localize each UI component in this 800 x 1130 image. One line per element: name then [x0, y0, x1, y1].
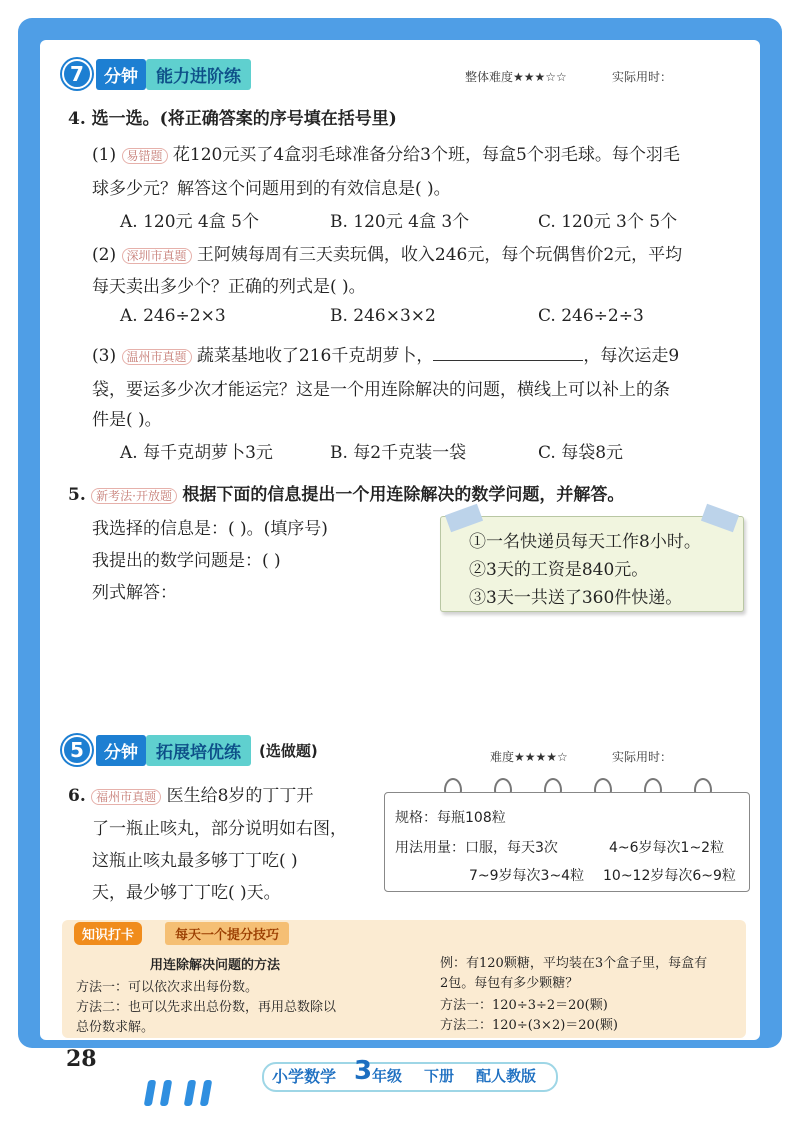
- tip-heading: 用连除解决问题的方法: [150, 958, 281, 973]
- time-used-label: 实际用时：: [612, 70, 673, 84]
- book-grade-number: 3: [354, 1056, 373, 1086]
- q5-solve-prompt: 列式解答：: [92, 583, 177, 603]
- question-tag: 深圳市真题: [122, 248, 192, 264]
- medicine-instructions-card: [384, 792, 750, 892]
- difficulty-rating: 整体难度★★★☆☆: [465, 70, 567, 84]
- question-4-title: 4. 选一选。(将正确答案的序号填在括号里): [68, 109, 397, 129]
- question-4-3: [92, 341, 679, 366]
- item-number: (2): [92, 245, 117, 265]
- option-b: B. 120元 4盒 3个: [330, 212, 470, 232]
- question-tag: 温州市真题: [122, 349, 192, 365]
- question-tag: 福州市真题: [91, 789, 161, 805]
- section-header-extension: [62, 734, 318, 766]
- question-6-line3: 这瓶止咳丸最多够丁丁吃( ): [92, 851, 298, 871]
- tip-badge: 知识打卡: [74, 922, 142, 945]
- info-note-card: [440, 516, 744, 612]
- question-4-1-line2: 球多少元？解答这个问题用到的有效信息是( )。: [92, 179, 451, 199]
- question-text-b: ，每次运走9: [583, 346, 680, 366]
- section-header-basic: [62, 58, 251, 90]
- page-number: 28: [66, 1046, 97, 1072]
- spec-usage: 用法用量：口服，每天3次: [395, 840, 558, 856]
- question-text: 根据下面的信息提出一个用连除解决的数学问题，并解答。: [182, 485, 625, 505]
- spec-dose-7-9: 7~9岁每次3~4粒: [469, 868, 585, 884]
- q5-question-prompt: 我提出的数学问题是：( ): [92, 551, 281, 571]
- question-4-1: [92, 140, 680, 165]
- question-4-2: [92, 240, 682, 265]
- difficulty-rating: 难度★★★★☆: [490, 750, 568, 764]
- section-minutes-number: 5: [62, 735, 92, 765]
- tip-method-2-cont: 总份数求解。: [76, 1020, 155, 1035]
- section-minutes-number: 7: [62, 59, 92, 89]
- tip-method-2: 方法二：也可以先求出总份数，再用总数除以: [76, 1000, 337, 1015]
- option-b: B. 每2千克装一袋: [330, 443, 467, 463]
- q5-select-info: 我选择的信息是：( )。(填序号): [92, 519, 328, 539]
- option-c: C. 120元 3个 5个: [538, 212, 678, 232]
- book-edition: 配人教版: [476, 1067, 537, 1085]
- section-title: 拓展培优练: [146, 735, 251, 766]
- option-c: C. 246÷2÷3: [538, 306, 644, 326]
- tip-method-1: 方法一：可以依次求出每份数。: [76, 980, 259, 995]
- tip-example-4: 方法二：120÷(3×2)＝20(颗): [440, 1018, 618, 1033]
- spec-size: 规格：每瓶108粒: [395, 810, 506, 826]
- info-item-1: ①一名快递员每天工作8小时。: [469, 532, 701, 552]
- option-a: A. 246÷2×3: [120, 306, 226, 326]
- question-text: 医生给8岁的丁丁开: [166, 786, 314, 806]
- decor-stripe: [160, 1080, 173, 1106]
- question-6-line2: 了一瓶止咳丸，部分说明如右图，: [92, 819, 347, 839]
- decor-stripe: [184, 1080, 197, 1106]
- book-volume: 下册: [424, 1067, 455, 1085]
- spec-dose-4-6: 4~6岁每次1~2粒: [609, 840, 725, 856]
- decor-stripe: [200, 1080, 213, 1106]
- optional-label: (选做题): [259, 741, 318, 760]
- question-tag: 新考法·开放题: [91, 488, 177, 504]
- answer-blank-line[interactable]: [433, 346, 583, 361]
- item-number: (3): [92, 346, 117, 366]
- info-item-2: ②3天的工资是840元。: [469, 560, 649, 580]
- tip-title: 每天一个提分技巧: [165, 922, 289, 945]
- tip-example-3: 方法一：120÷3÷2＝20(颗): [440, 998, 608, 1013]
- section-minutes-unit: 分钟: [96, 735, 146, 766]
- item-number: 6.: [68, 786, 86, 806]
- question-text-a: 蔬菜基地收了216千克胡萝卜，: [196, 346, 434, 366]
- question-4-2-line2: 每天卖出多少个？正确的列式是( )。: [92, 277, 366, 297]
- spec-dose-10-12: 10~12岁每次6~9粒: [603, 868, 736, 884]
- question-6: [68, 781, 313, 806]
- section-title: 能力进阶练: [146, 59, 251, 90]
- tip-example-1: 例：有120颗糖，平均装在3个盒子里，每盒有: [440, 956, 708, 971]
- option-b: B. 246×3×2: [330, 306, 436, 326]
- item-number: 5.: [68, 485, 86, 505]
- question-4-3-line3: 件是( )。: [92, 410, 162, 430]
- question-text: 花120元买了4盒羽毛球准备分给3个班，每盒5个羽毛球。每个羽毛: [172, 145, 680, 165]
- book-subject: 小学数学: [272, 1067, 337, 1086]
- question-tag: 易错题: [122, 148, 168, 164]
- decor-stripe: [144, 1080, 157, 1106]
- question-4-3-line2: 袋，要运多少次才能运完？这是一个用连除解决的问题，横线上可以补上的条: [92, 380, 670, 400]
- info-item-3: ③3天一共送了360件快递。: [469, 588, 683, 608]
- question-5: [68, 480, 624, 505]
- time-used-label: 实际用时：: [612, 750, 673, 764]
- item-number: (1): [92, 145, 117, 165]
- question-text: 王阿姨每周有三天卖玩偶，收入246元，每个玩偶售价2元，平均: [196, 245, 683, 265]
- tip-example-2: 2包。每包有多少颗糖？: [440, 976, 579, 991]
- section-minutes-unit: 分钟: [96, 59, 146, 90]
- question-6-line4: 天，最少够丁丁吃( )天。: [92, 883, 281, 903]
- option-c: C. 每袋8元: [538, 443, 624, 463]
- option-a: A. 每千克胡萝卜3元: [120, 443, 273, 463]
- option-a: A. 120元 4盒 5个: [120, 212, 259, 232]
- book-grade: 年级: [372, 1067, 403, 1085]
